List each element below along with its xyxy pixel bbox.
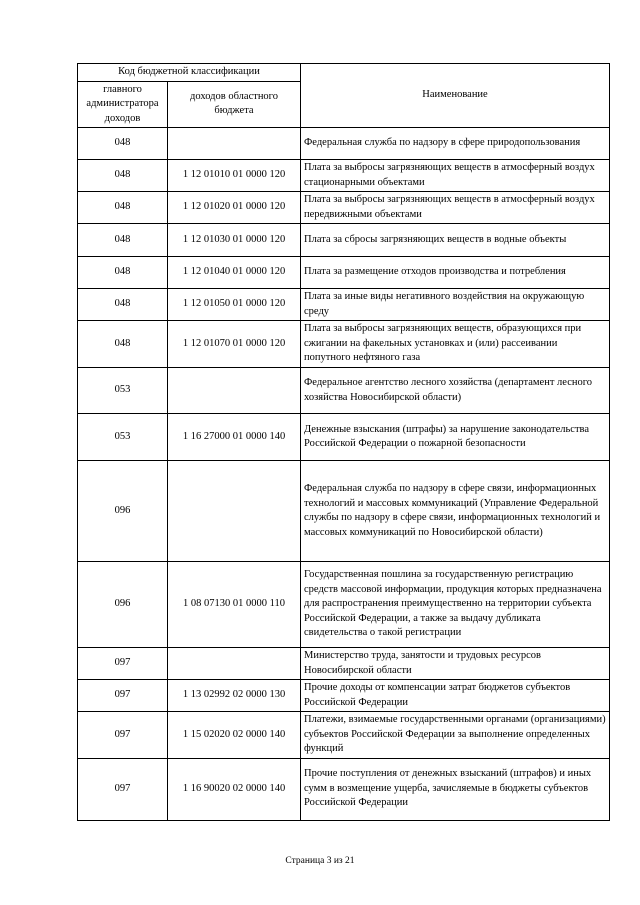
table-row (78, 368, 610, 414)
table-row (78, 461, 610, 562)
name-cell: Прочие доходы от компенсации затрат бюджетов субъектов Российской Федерации (301, 680, 610, 712)
admin-code-cell: 048 (78, 128, 168, 160)
income-code-cell: 1 12 01030 01 0000 120 (168, 224, 301, 257)
name-cell: Платежи, взимаемые государственными органами (организациями) субъектов Российской Федерации за выполнение определенных функций (301, 712, 610, 759)
admin-code-cell: 053 (78, 368, 168, 414)
header-group: Код бюджетной классификации (78, 64, 301, 82)
budget-classification-table (77, 63, 610, 821)
name-cell: Плата за выбросы загрязняющих веществ в атмосферный воздух передвижными объектами (301, 192, 610, 224)
admin-code-cell: 053 (78, 414, 168, 461)
admin-code-cell: 097 (78, 648, 168, 680)
admin-code-cell: 097 (78, 758, 168, 820)
table-row (78, 712, 610, 759)
income-code-cell: 1 08 07130 01 0000 110 (168, 562, 301, 648)
table-row (78, 192, 610, 224)
admin-code-cell: 048 (78, 224, 168, 257)
table-body (78, 128, 610, 821)
table-row (78, 562, 610, 648)
table-header (78, 64, 610, 128)
admin-code-cell: 097 (78, 680, 168, 712)
name-cell: Плата за выбросы загрязняющих веществ в атмосферный воздух стационарными объектами (301, 160, 610, 192)
admin-code-cell: 048 (78, 257, 168, 289)
page-number: Страница 3 из 21 (285, 856, 355, 866)
name-cell: Плата за выбросы загрязняющих веществ, образующихся при сжигании на факельных установках и (или) рассеивании попутного нефтяного газа (301, 321, 610, 368)
name-cell: Плата за размещение отходов производства и потребления (301, 257, 610, 289)
name-cell: Прочие поступления от денежных взысканий (штрафов) и иных сумм в возмещение ущерба, зачисляемые в бюджеты субъектов Российской Федерации (301, 758, 610, 820)
income-code-cell: 1 12 01050 01 0000 120 (168, 289, 301, 321)
table-row (78, 414, 610, 461)
name-cell: Плата за иные виды негативного воздействия на окружающую среду (301, 289, 610, 321)
table-row (78, 160, 610, 192)
name-cell: Министерство труда, занятости и трудовых ресурсов Новосибирской области (301, 648, 610, 680)
admin-code-cell: 048 (78, 160, 168, 192)
admin-code-cell: 097 (78, 712, 168, 759)
admin-code-cell: 096 (78, 461, 168, 562)
name-cell: Федеральное агентство лесного хозяйства (департамент лесного хозяйства Новосибирской области) (301, 368, 610, 414)
income-code-cell (168, 648, 301, 680)
income-code-cell: 1 15 02020 02 0000 140 (168, 712, 301, 759)
header-name: Наименование (301, 64, 610, 128)
admin-code-cell: 096 (78, 562, 168, 648)
table-row (78, 289, 610, 321)
table-row (78, 648, 610, 680)
name-cell: Федеральная служба по надзору в сфере природопользования (301, 128, 610, 160)
admin-code-cell: 048 (78, 192, 168, 224)
table-row (78, 758, 610, 820)
table-row (78, 128, 610, 160)
name-cell: Денежные взыскания (штрафы) за нарушение законодательства Российской Федерации о пожарной безопасности (301, 414, 610, 461)
income-code-cell: 1 12 01040 01 0000 120 (168, 257, 301, 289)
header-income: доходов областного бюджета (168, 81, 301, 128)
name-cell: Федеральная служба по надзору в сфере связи, информационных технологий и массовых коммуникаций (Управление Федеральной службы по надзору в сфере связи, информационных технологий и массовых коммуникаций по Новосибирской области) (301, 461, 610, 562)
header-admin: главного администратора доходов (78, 81, 168, 128)
income-code-cell (168, 461, 301, 562)
income-code-cell: 1 16 90020 02 0000 140 (168, 758, 301, 820)
admin-code-cell: 048 (78, 321, 168, 368)
income-code-cell: 1 12 01010 01 0000 120 (168, 160, 301, 192)
admin-code-cell: 048 (78, 289, 168, 321)
table-row (78, 680, 610, 712)
name-cell: Плата за сбросы загрязняющих веществ в водные объекты (301, 224, 610, 257)
income-code-cell: 1 12 01020 01 0000 120 (168, 192, 301, 224)
income-code-cell: 1 12 01070 01 0000 120 (168, 321, 301, 368)
name-cell: Государственная пошлина за государственную регистрацию средств массовой информации, продукция которых предназначена для распространения преимущественно на территории субъекта Российской Федерации, а также за выдачу дубликата свидетельства о такой регистрации (301, 562, 610, 648)
table-row (78, 257, 610, 289)
income-code-cell: 1 13 02992 02 0000 130 (168, 680, 301, 712)
income-code-cell (168, 128, 301, 160)
income-code-cell (168, 368, 301, 414)
table-row (78, 321, 610, 368)
income-code-cell: 1 16 27000 01 0000 140 (168, 414, 301, 461)
table-row (78, 224, 610, 257)
